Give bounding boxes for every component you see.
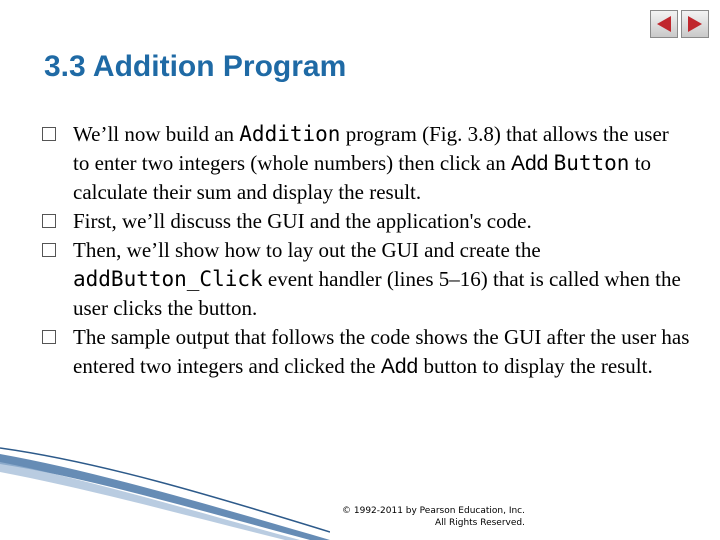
bullet-item [40,207,690,236]
bullet-text: First, we’ll discuss the GUI and the application's code. [73,209,532,233]
bullet-text: Add [380,355,419,378]
previous-slide-button[interactable] [650,10,678,38]
bullet-text: program (Fig. 3.8) that allows the user to enter two integers (whole numbers) then click an [73,122,669,175]
bullet-text: event handler (lines 5–16) that is called when the user clicks the button. [73,267,681,320]
code-term: Button [553,151,630,175]
code-term: addButton_Click [73,267,263,291]
bullet-text: The sample output that follows the code shows the GUI after the user has entered two integers and clicked the [73,325,690,378]
square-bullet-icon [42,243,56,257]
bullet-text: Add [510,152,549,175]
bullet-item [40,120,690,207]
bullet-list [40,120,690,381]
bullet-text: Then, we’ll show how to lay out the GUI and create the [73,238,541,262]
code-term: Addition [239,122,341,146]
bullet-text: button to display the result. [418,354,653,378]
next-slide-button[interactable] [681,10,709,38]
bullet-item [40,323,690,381]
copyright-line: © 1992-2011 by Pearson Education, Inc. [342,506,525,516]
bullet-text: We’ll now build an [73,122,240,146]
bullet-item [40,236,690,323]
triangle-left-icon [654,14,674,34]
decorative-swoosh [0,440,330,540]
square-bullet-icon [42,127,56,141]
bullet-text: to calculate their sum and display the result. [73,151,652,204]
copyright-notice [305,505,525,529]
slide-navigation [650,10,709,38]
triangle-right-icon [685,14,705,34]
square-bullet-icon [42,214,56,228]
square-bullet-icon [42,330,56,344]
slide-title: 3.3 Addition Program [44,50,347,83]
rights-line: All Rights Reserved. [434,518,525,528]
